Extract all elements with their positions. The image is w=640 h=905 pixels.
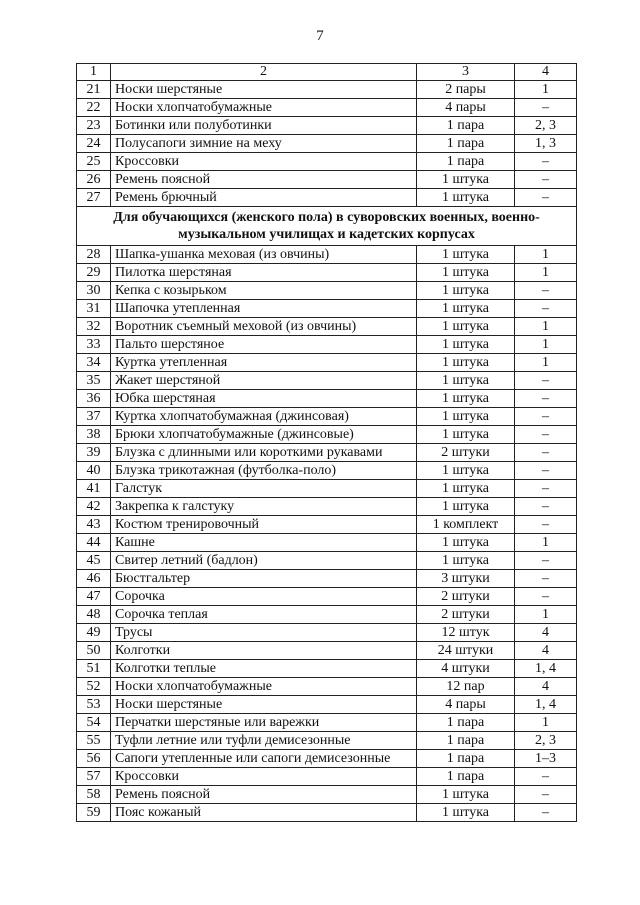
- table-row: [77, 714, 577, 732]
- table-row: [77, 318, 577, 336]
- item-name: Костюм тренировочный: [111, 516, 417, 534]
- item-quantity: 1 штука: [417, 498, 515, 516]
- table-row: [77, 336, 577, 354]
- table-row: [77, 732, 577, 750]
- item-quantity: 1 пара: [417, 117, 515, 135]
- item-note: 1–3: [515, 750, 577, 768]
- table-row: [77, 786, 577, 804]
- row-number: 36: [77, 390, 111, 408]
- table-row: [77, 516, 577, 534]
- item-name: Жакет шерстяной: [111, 372, 417, 390]
- item-name: Ремень брючный: [111, 189, 417, 207]
- item-name: Носки шерстяные: [111, 81, 417, 99]
- row-number: 22: [77, 99, 111, 117]
- item-name: Кепка с козырьком: [111, 282, 417, 300]
- item-note: 2, 3: [515, 732, 577, 750]
- row-number: 42: [77, 498, 111, 516]
- item-quantity: 1 штука: [417, 189, 515, 207]
- table-row: [77, 624, 577, 642]
- table-row: [77, 606, 577, 624]
- item-quantity: 4 пары: [417, 99, 515, 117]
- item-note: –: [515, 498, 577, 516]
- item-note: 1: [515, 336, 577, 354]
- item-quantity: 12 пар: [417, 678, 515, 696]
- item-quantity: 4 пары: [417, 696, 515, 714]
- table-row: [77, 642, 577, 660]
- row-number: 43: [77, 516, 111, 534]
- item-quantity: 1 штука: [417, 264, 515, 282]
- item-name: Кашне: [111, 534, 417, 552]
- table-row: [77, 696, 577, 714]
- item-note: 4: [515, 642, 577, 660]
- item-note: 1: [515, 246, 577, 264]
- item-note: –: [515, 768, 577, 786]
- row-number: 44: [77, 534, 111, 552]
- item-name: Ремень поясной: [111, 171, 417, 189]
- item-name: Перчатки шерстяные или варежки: [111, 714, 417, 732]
- item-quantity: 1 штука: [417, 171, 515, 189]
- item-quantity: 12 штук: [417, 624, 515, 642]
- item-note: –: [515, 786, 577, 804]
- item-note: –: [515, 444, 577, 462]
- item-note: –: [515, 408, 577, 426]
- row-number: 54: [77, 714, 111, 732]
- row-number: 35: [77, 372, 111, 390]
- item-name: Кроссовки: [111, 153, 417, 171]
- item-quantity: 1 штука: [417, 336, 515, 354]
- item-quantity: 1 пара: [417, 714, 515, 732]
- section-title: Для обучающихся (женского пола) в суворовских военных, военно-музыкальном училищах и кадетских корпусах: [77, 207, 577, 246]
- item-quantity: 1 пара: [417, 750, 515, 768]
- item-note: 1: [515, 534, 577, 552]
- item-quantity: 3 штуки: [417, 570, 515, 588]
- item-name: Трусы: [111, 624, 417, 642]
- item-note: 1: [515, 318, 577, 336]
- row-number: 52: [77, 678, 111, 696]
- item-name: Ремень поясной: [111, 786, 417, 804]
- row-number: 29: [77, 264, 111, 282]
- header-col-4: 4: [515, 64, 577, 81]
- item-name: Шапочка утепленная: [111, 300, 417, 318]
- item-note: –: [515, 99, 577, 117]
- item-note: 1: [515, 714, 577, 732]
- item-note: 1: [515, 606, 577, 624]
- item-note: –: [515, 588, 577, 606]
- table-row: [77, 354, 577, 372]
- row-number: 56: [77, 750, 111, 768]
- row-number: 38: [77, 426, 111, 444]
- item-quantity: 1 штука: [417, 534, 515, 552]
- row-number: 51: [77, 660, 111, 678]
- row-number: 48: [77, 606, 111, 624]
- item-name: Куртка хлопчатобумажная (джинсовая): [111, 408, 417, 426]
- table-row: [77, 117, 577, 135]
- row-number: 27: [77, 189, 111, 207]
- row-number: 34: [77, 354, 111, 372]
- item-name: Сорочка теплая: [111, 606, 417, 624]
- item-quantity: 1 пара: [417, 135, 515, 153]
- item-name: Блузка с длинными или короткими рукавами: [111, 444, 417, 462]
- row-number: 47: [77, 588, 111, 606]
- item-note: 1: [515, 81, 577, 99]
- item-note: –: [515, 171, 577, 189]
- item-quantity: 2 пары: [417, 81, 515, 99]
- table-row: [77, 408, 577, 426]
- item-name: Куртка утепленная: [111, 354, 417, 372]
- table-row: [77, 462, 577, 480]
- table-row: [77, 171, 577, 189]
- page-number: 7: [316, 28, 324, 44]
- item-note: –: [515, 480, 577, 498]
- item-name: Воротник съемный меховой (из овчины): [111, 318, 417, 336]
- header-col-1: 1: [77, 64, 111, 81]
- header-row: [77, 64, 577, 81]
- table-row: [77, 588, 577, 606]
- item-name: Туфли летние или туфли демисезонные: [111, 732, 417, 750]
- item-note: –: [515, 282, 577, 300]
- item-note: –: [515, 426, 577, 444]
- item-quantity: 2 штуки: [417, 588, 515, 606]
- item-quantity: 1 штука: [417, 426, 515, 444]
- table-row: [77, 660, 577, 678]
- table-row: [77, 189, 577, 207]
- row-number: 55: [77, 732, 111, 750]
- item-name: Пальто шерстяное: [111, 336, 417, 354]
- item-name: Ботинки или полуботинки: [111, 117, 417, 135]
- item-name: Сапоги утепленные или сапоги демисезонные: [111, 750, 417, 768]
- item-note: 1: [515, 264, 577, 282]
- item-note: –: [515, 372, 577, 390]
- item-note: –: [515, 516, 577, 534]
- row-number: 57: [77, 768, 111, 786]
- item-name: Полусапоги зимние на меху: [111, 135, 417, 153]
- item-quantity: 2 штуки: [417, 606, 515, 624]
- item-quantity: 4 штуки: [417, 660, 515, 678]
- table-row: [77, 750, 577, 768]
- row-number: 50: [77, 642, 111, 660]
- item-name: Носки шерстяные: [111, 696, 417, 714]
- item-name: Пилотка шерстяная: [111, 264, 417, 282]
- item-quantity: 1 штука: [417, 318, 515, 336]
- table-row: [77, 804, 577, 822]
- item-note: –: [515, 153, 577, 171]
- row-number: 58: [77, 786, 111, 804]
- table-row: [77, 81, 577, 99]
- table-row: [77, 570, 577, 588]
- item-note: 1, 4: [515, 660, 577, 678]
- item-quantity: 1 штука: [417, 372, 515, 390]
- item-quantity: 1 штука: [417, 300, 515, 318]
- row-number: 31: [77, 300, 111, 318]
- item-name: Закрепка к галстуку: [111, 498, 417, 516]
- row-number: 23: [77, 117, 111, 135]
- row-number: 21: [77, 81, 111, 99]
- item-quantity: 1 комплект: [417, 516, 515, 534]
- header-col-3: 3: [417, 64, 515, 81]
- item-name: Носки хлопчатобумажные: [111, 678, 417, 696]
- row-number: 33: [77, 336, 111, 354]
- item-quantity: 1 штука: [417, 408, 515, 426]
- table-row: [77, 246, 577, 264]
- table-row: [77, 300, 577, 318]
- table-row: [77, 264, 577, 282]
- item-note: –: [515, 189, 577, 207]
- item-quantity: 1 штука: [417, 354, 515, 372]
- row-number: 40: [77, 462, 111, 480]
- row-number: 53: [77, 696, 111, 714]
- item-name: Носки хлопчатобумажные: [111, 99, 417, 117]
- item-note: 1, 4: [515, 696, 577, 714]
- row-number: 39: [77, 444, 111, 462]
- item-name: Бюстгальтер: [111, 570, 417, 588]
- table-row: [77, 498, 577, 516]
- item-quantity: 1 штука: [417, 462, 515, 480]
- item-quantity: 1 пара: [417, 768, 515, 786]
- item-note: 2, 3: [515, 117, 577, 135]
- item-note: 4: [515, 678, 577, 696]
- table-row: [77, 552, 577, 570]
- item-name: Галстук: [111, 480, 417, 498]
- section-row: [77, 207, 577, 246]
- item-name: Юбка шерстяная: [111, 390, 417, 408]
- table-row: [77, 426, 577, 444]
- item-quantity: 2 штуки: [417, 444, 515, 462]
- item-name: Брюки хлопчатобумажные (джинсовые): [111, 426, 417, 444]
- table-row: [77, 99, 577, 117]
- table-row: [77, 444, 577, 462]
- row-number: 37: [77, 408, 111, 426]
- table-row: [77, 372, 577, 390]
- item-note: –: [515, 390, 577, 408]
- item-note: –: [515, 804, 577, 822]
- uniform-items-table: [76, 63, 577, 822]
- table-row: [77, 480, 577, 498]
- row-number: 46: [77, 570, 111, 588]
- row-number: 59: [77, 804, 111, 822]
- item-note: 1: [515, 354, 577, 372]
- item-quantity: 1 штука: [417, 804, 515, 822]
- item-name: Колготки теплые: [111, 660, 417, 678]
- table-row: [77, 534, 577, 552]
- table-row: [77, 135, 577, 153]
- row-number: 28: [77, 246, 111, 264]
- row-number: 49: [77, 624, 111, 642]
- item-note: 4: [515, 624, 577, 642]
- row-number: 24: [77, 135, 111, 153]
- row-number: 30: [77, 282, 111, 300]
- item-quantity: 1 штука: [417, 246, 515, 264]
- item-name: Колготки: [111, 642, 417, 660]
- item-note: –: [515, 552, 577, 570]
- item-name: Пояс кожаный: [111, 804, 417, 822]
- item-name: Сорочка: [111, 588, 417, 606]
- item-quantity: 1 штука: [417, 480, 515, 498]
- item-quantity: 1 штука: [417, 786, 515, 804]
- item-quantity: 24 штуки: [417, 642, 515, 660]
- table-row: [77, 768, 577, 786]
- item-name: Блузка трикотажная (футболка-поло): [111, 462, 417, 480]
- item-quantity: 1 штука: [417, 552, 515, 570]
- row-number: 32: [77, 318, 111, 336]
- item-name: Свитер летний (бадлон): [111, 552, 417, 570]
- row-number: 25: [77, 153, 111, 171]
- item-quantity: 1 пара: [417, 153, 515, 171]
- header-col-2: 2: [111, 64, 417, 81]
- row-number: 26: [77, 171, 111, 189]
- table-row: [77, 282, 577, 300]
- item-note: –: [515, 462, 577, 480]
- item-name: Кроссовки: [111, 768, 417, 786]
- item-quantity: 1 штука: [417, 390, 515, 408]
- item-note: –: [515, 300, 577, 318]
- row-number: 45: [77, 552, 111, 570]
- table-row: [77, 678, 577, 696]
- table-row: [77, 390, 577, 408]
- item-note: 1, 3: [515, 135, 577, 153]
- item-quantity: 1 пара: [417, 732, 515, 750]
- item-quantity: 1 штука: [417, 282, 515, 300]
- item-name: Шапка-ушанка меховая (из овчины): [111, 246, 417, 264]
- item-note: –: [515, 570, 577, 588]
- table-body: [77, 64, 577, 822]
- table-row: [77, 153, 577, 171]
- row-number: 41: [77, 480, 111, 498]
